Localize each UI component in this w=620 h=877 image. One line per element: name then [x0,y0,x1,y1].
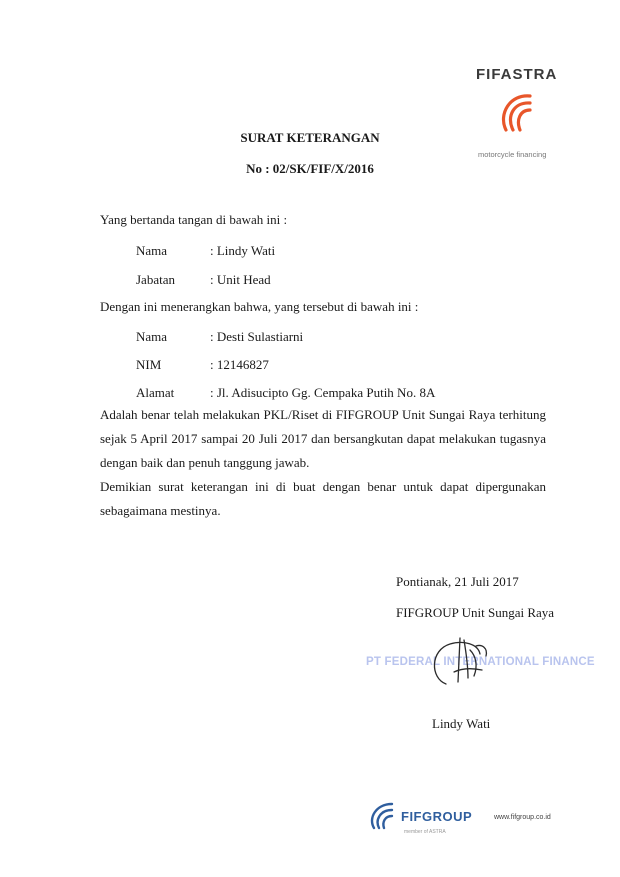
closing-line: sebagaimana mestinya. [100,503,221,518]
signer-name-value: : Lindy Wati [210,243,276,258]
company-stamp: PT FEDERAL INTERNATIONAL FINANCE [366,656,595,668]
subject-address-value: : Jl. Adisucipto Gg. Cempaka Putih No. 8A [210,385,436,400]
signer-position-value: : Unit Head [210,272,271,287]
fifgroup-logo-icon [368,800,396,830]
subject-name-label: Nama [136,329,168,344]
subject-address-label: Alamat [136,385,175,400]
fifastra-logo-text: FIFASTRA [476,66,558,83]
letter-title: SURAT KETERANGAN [240,130,380,145]
body-paragraph [100,403,546,523]
statement-text: Dengan ini menerangkan bahwa, yang tersebut di bawah ini : [100,299,419,314]
letter-number: No : 02/SK/FIF/X/2016 [246,161,374,176]
signer-position-label: Jabatan [136,272,175,287]
signing-organization: FIFGROUP Unit Sungai Raya [396,605,555,620]
fifastra-tagline: motorcycle financing [478,150,547,159]
signer-name-label: Nama [136,243,168,258]
subject-name-value: : Desti Sulastiarni [210,329,304,344]
body-line: Adalah benar telah melakukan PKL/Riset di FIFGROUP Unit Sungai Raya terhitung [100,407,546,422]
website-link[interactable]: www.fifgroup.co.id [494,814,551,821]
signer-name: Lindy Wati [432,716,491,731]
body-line: sejak 5 April 2017 sampai 20 Juli 2017 dan bersangkutan dapat melakukan tugasnya [100,431,546,446]
subject-nim-label: NIM [136,357,162,372]
fifgroup-logo-text: FIFGROUP [401,809,473,824]
body-line: dengan baik dan penuh tanggung jawab. [100,455,310,470]
closing-line: Demikian surat keterangan ini di buat dengan benar untuk dapat dipergunakan [100,479,546,494]
handwritten-signature [424,632,500,690]
fifgroup-astra-member: member of ASTRA [404,829,446,835]
subject-nim-value: : 12146827 [210,357,269,372]
intro-text: Yang bertanda tangan di bawah ini : [100,212,288,227]
fifastra-logo-icon [492,86,542,136]
place-date: Pontianak, 21 Juli 2017 [396,574,519,589]
